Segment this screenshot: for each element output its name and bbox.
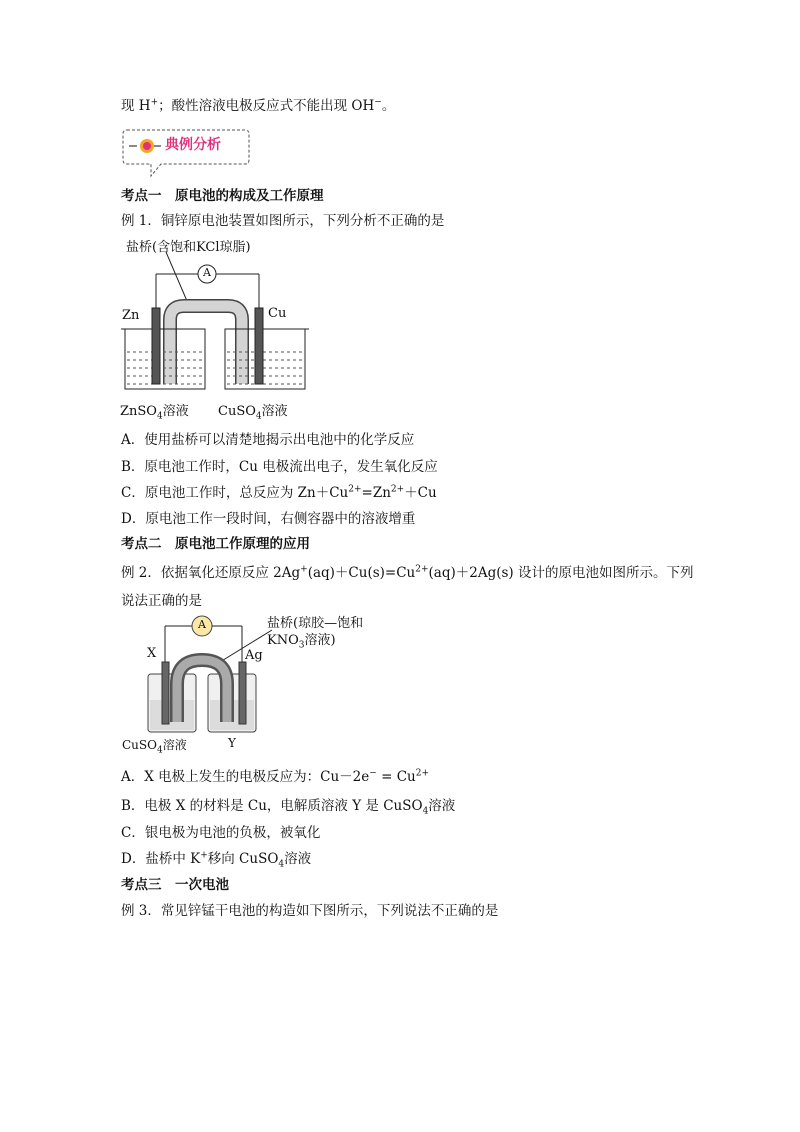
section-heading-1: 考点一 原电池的构成及工作原理 <box>121 188 324 204</box>
znso4-label: ZnSO$_4$溶液 <box>120 404 189 422</box>
option-2d: D．盐桥中 K+移向 CuSO$_4$溶液 <box>121 850 312 870</box>
cuso4-label-2: CuSO$_4$溶液 <box>122 738 187 756</box>
x-label: X <box>147 646 157 661</box>
cu-electrode <box>255 308 263 384</box>
zn-electrode <box>152 308 160 384</box>
section-heading-3: 考点三 一次电池 <box>121 877 229 893</box>
salt-bridge-label: 盐桥(含饱和KCl琼脂) <box>126 240 251 255</box>
ammeter-label-2: A <box>198 618 206 631</box>
salt-bridge-label-2b: $KNO_3$溶液) <box>267 633 336 651</box>
ag-electrode <box>239 662 246 724</box>
option-1c: C．原电池工作时，总反应为 $Zn+Cu^{2+}=Zn^{2+}+Cu$ <box>121 484 437 501</box>
question-1: 例 1．铜锌原电池装置如图所示，下列分析不正确的是 <box>121 213 445 229</box>
cuso4-label: CuSO$_4$溶液 <box>218 404 288 422</box>
figure-zn-cu-cell <box>118 234 338 420</box>
section-heading-2: 考点二 原电池工作原理的应用 <box>121 536 310 552</box>
example-analysis-banner <box>121 126 251 180</box>
cell-diagram <box>118 234 338 420</box>
option-1d: D．原电池工作一段时间，右侧容器中的溶液增重 <box>121 511 416 527</box>
question-2: 例 2．依据氧化还原反应 $2Ag^+(aq)+Cu(s)=Cu^{2+}(aq)+2Ag(s)$ 设计的原电池如图所示。下列 <box>121 564 694 581</box>
option-2b: B．电极 X 的材料是 Cu，电解质溶液 Y 是 CuSO$_4$溶液 <box>121 798 456 817</box>
intro-line: 现 H+；酸性溶液电极反应式不能出现 OH−。 <box>121 97 396 114</box>
y-label: Y <box>228 736 236 750</box>
banner-text: 典例分析 <box>165 137 221 153</box>
option-2a: A．X 电极上发生的电极反应为：$Cu-2e^- = Cu^{2+}$ <box>121 768 430 785</box>
option-1b: B．原电池工作时，Cu 电极流出电子，发生氧化反应 <box>121 459 438 475</box>
cu-label: Cu <box>268 306 287 321</box>
ammeter-label: A <box>203 266 211 279</box>
ag-label: Ag <box>245 648 263 663</box>
x-electrode <box>162 662 169 724</box>
zn-label: Zn <box>122 308 140 323</box>
figure-cu-ag-cell <box>120 612 370 754</box>
question-2-line2: 说法正确的是 <box>121 593 202 609</box>
option-2c: C．银电极为电池的负极，被氧化 <box>121 825 321 841</box>
question-3: 例 3．常见锌锰干电池的构造如下图所示，下列说法不正确的是 <box>121 903 499 919</box>
salt-bridge-label-2: 盐桥(琼胶—饱和 <box>267 616 364 631</box>
option-1a: A．使用盐桥可以清楚地揭示出电池中的化学反应 <box>121 432 415 448</box>
